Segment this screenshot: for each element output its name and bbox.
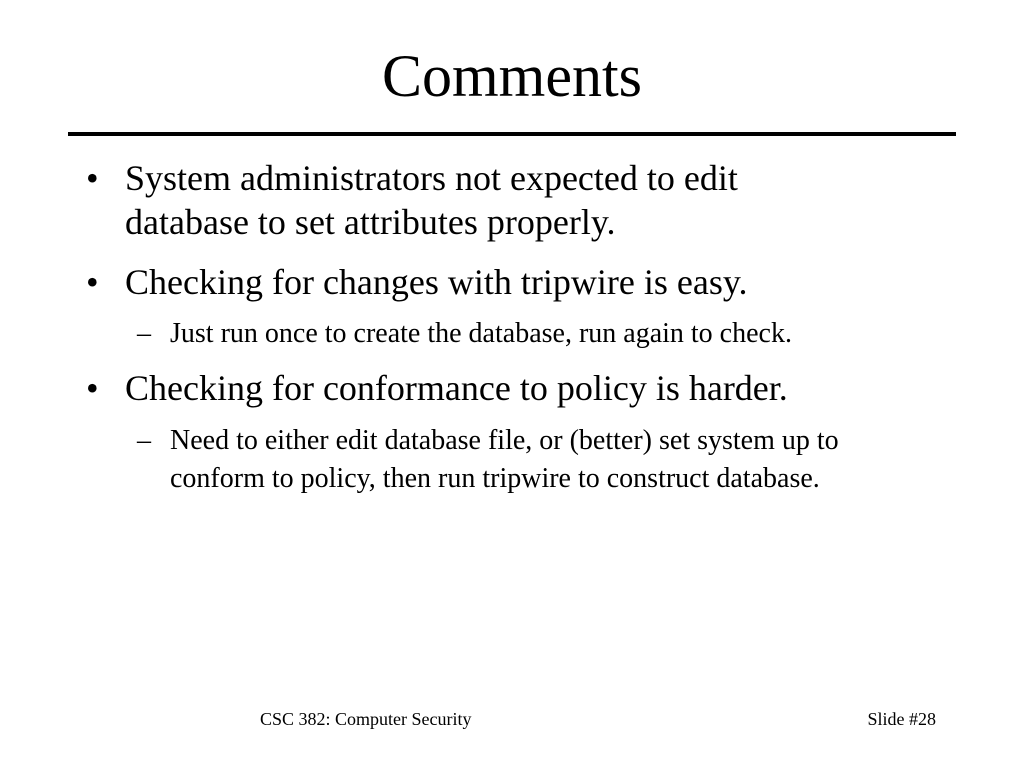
bullet-item [86, 260, 946, 304]
bullet-text: Checking for conformance to policy is harder. [125, 368, 788, 408]
sub-bullet-marker: – [137, 318, 151, 349]
sub-bullet-marker: – [137, 425, 151, 456]
sub-bullet-text: Need to either edit database file, or (better) set system up to conform to policy, then run tripwire to construct database. [170, 425, 839, 494]
footer-slide-number: Slide #28 [867, 709, 936, 729]
bullet-text: System administrators not expected to edit database to set attributes properly. [125, 158, 738, 242]
sub-bullet-item [137, 315, 967, 353]
bullet-marker: • [86, 368, 99, 408]
bullet-item [86, 366, 946, 410]
bullet-item [86, 156, 816, 244]
bullet-marker: • [86, 158, 99, 198]
title-divider [68, 132, 956, 136]
bullet-text: Checking for changes with tripwire is easy. [125, 262, 748, 302]
sub-bullet-text: Just run once to create the database, run again to check. [170, 318, 792, 349]
sub-bullet-item [137, 422, 917, 498]
slide-title: Comments [381, 43, 642, 109]
footer-course: CSC 382: Computer Security [260, 709, 472, 729]
bullet-marker: • [86, 262, 99, 302]
